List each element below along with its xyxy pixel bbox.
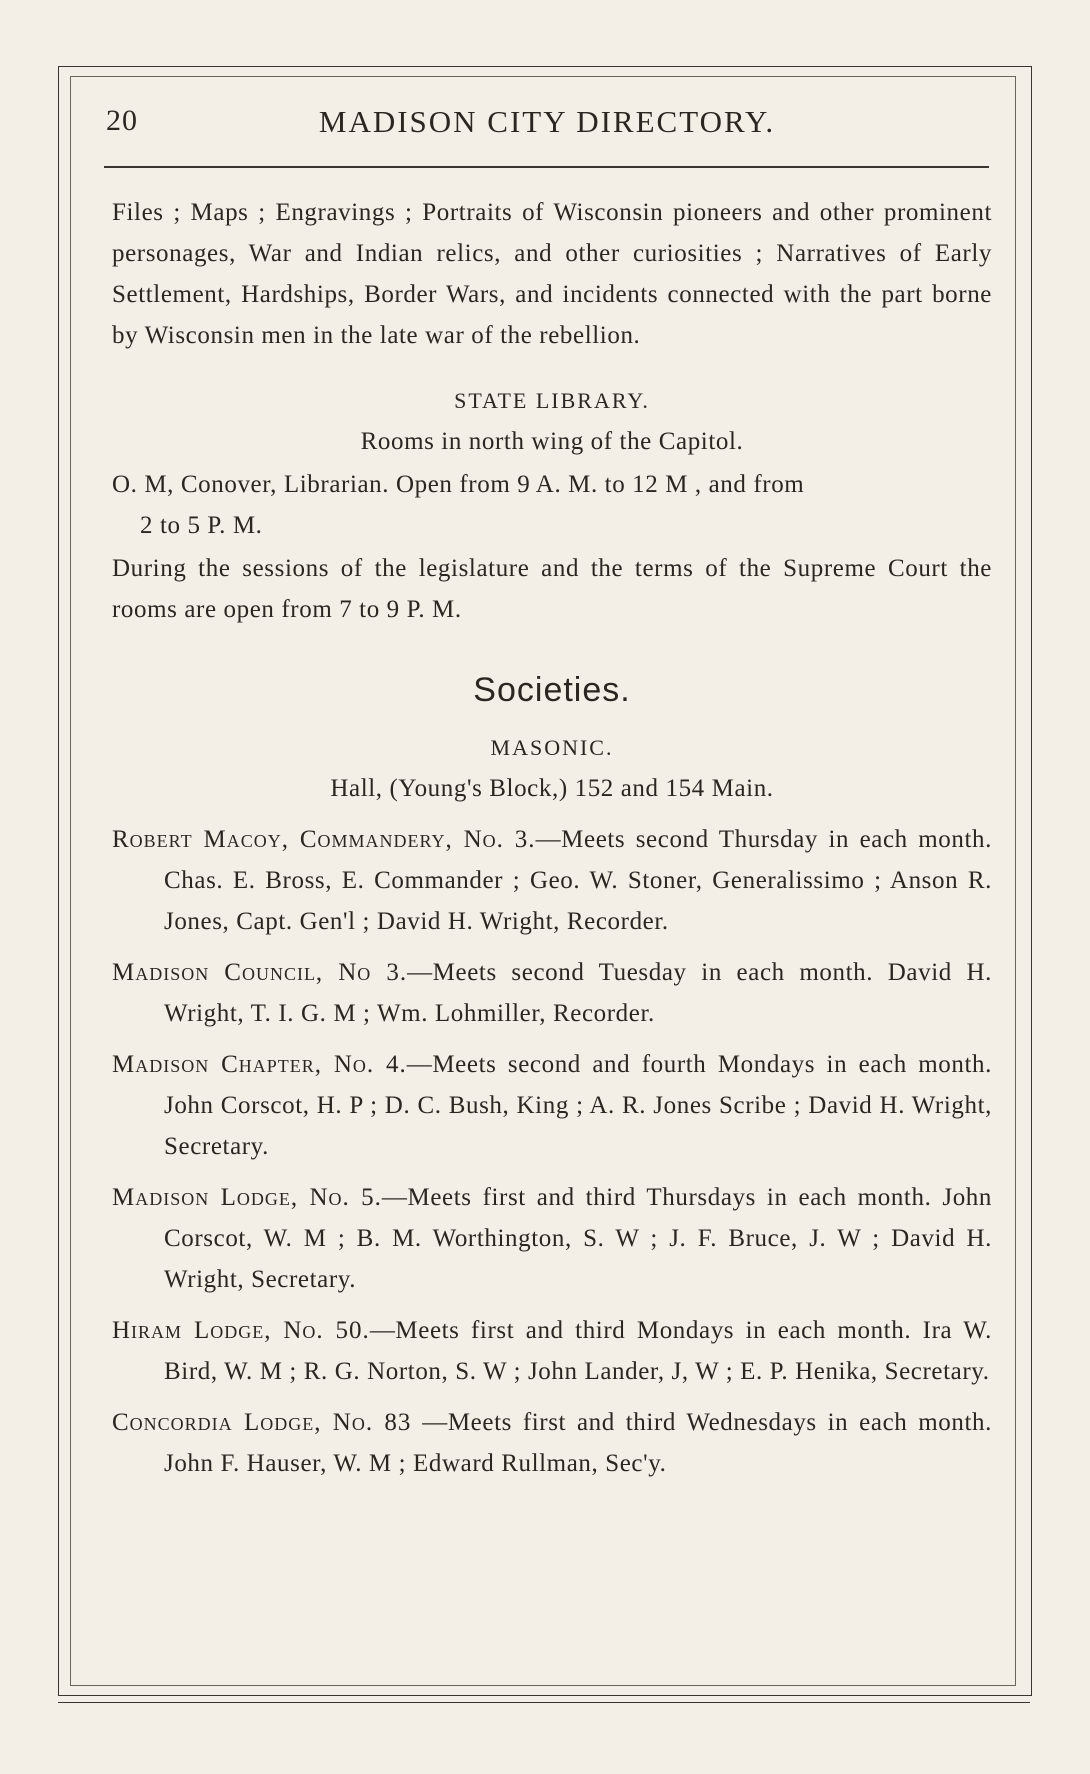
society-details: —Meets second and fourth Mondays in each month. John Corscot, H. P ; D. C. Bush, King ; A. R. Jones Scribe ; David H. Wright, Secretary. bbox=[164, 1051, 992, 1160]
society-name: Robert Macoy, Commandery, No. 3. bbox=[112, 826, 536, 853]
society-name: Madison Chapter, No. 4. bbox=[112, 1051, 407, 1078]
intro-paragraph: Files ; Maps ; Engravings ; Portraits of Wisconsin pioneers and other prominent personages, War and Indian relics, and other curiosities ; Narratives of Early Settlement, Hardships, Border Wars, and incidents connected with the part borne by Wisconsin men in the late war of the rebellion. bbox=[112, 199, 992, 349]
society-name: Hiram Lodge, No. 50. bbox=[112, 1317, 370, 1344]
society-details: —Meets first and third Mondays in each month. Ira W. Bird, W. M ; R. G. Norton, S. W ; John Lander, J, W ; E. P. Henika, Secretary. bbox=[164, 1317, 993, 1385]
society-details: —Meets second Tuesday in each month. David H. Wright, T. I. G. M ; Wm. Lohmiller, Recorder. bbox=[164, 959, 993, 1027]
librarian-line-2: 2 to 5 P. M. bbox=[140, 512, 263, 539]
society-entry bbox=[112, 1402, 992, 1484]
society-entry bbox=[112, 1310, 992, 1392]
page-content bbox=[112, 192, 992, 1484]
sessions-text: During the sessions of the legislature and the terms of the Supreme Court the rooms are open from 7 to 9 P. M. bbox=[112, 555, 992, 623]
page-number: 20 bbox=[106, 104, 138, 137]
masonic-hall: Hall, (Young's Block,) 152 and 154 Main. bbox=[330, 775, 774, 802]
state-library-location: Rooms in north wing of the Capitol. bbox=[360, 428, 744, 455]
librarian-line-1: O. M, Conover, Librarian. Open from 9 A. M. to 12 M , and from bbox=[112, 471, 805, 498]
state-library-heading: STATE LIBRARY. bbox=[454, 388, 650, 413]
society-name: Madison Lodge, No. 5. bbox=[112, 1184, 382, 1211]
society-details: —Meets second Thursday in each month. Chas. E. Bross, E. Commander ; Geo. W. Stoner, Generalissimo ; Anson R. Jones, Capt. Gen'l ; David H. Wright, Recorder. bbox=[164, 826, 992, 935]
society-entry bbox=[112, 1177, 992, 1300]
society-entry bbox=[112, 1044, 992, 1167]
state-library-librarian bbox=[112, 464, 992, 546]
society-entry bbox=[112, 952, 992, 1034]
society-details: —Meets first and third Thursdays in each month. John Corscot, W. M ; B. M. Worthington, S. W ; J. F. Bruce, J. W ; David H. Wright, Secretary. bbox=[164, 1184, 993, 1293]
running-title: MADISON CITY DIRECTORY. bbox=[318, 104, 776, 139]
society-name: Madison Council, No 3. bbox=[112, 959, 408, 986]
societies-heading: Societies. bbox=[473, 671, 631, 709]
society-entry bbox=[112, 819, 992, 942]
society-details: —Meets first and third Wednesdays in each month. John F. Hauser, W. M ; Edward Rullman, Sec'y. bbox=[164, 1409, 992, 1477]
society-name: Concordia Lodge, No. 83 bbox=[112, 1409, 412, 1436]
bottom-rule bbox=[58, 1702, 1030, 1703]
page-header bbox=[106, 104, 988, 144]
state-library-sessions bbox=[112, 548, 992, 630]
masonic-heading: MASONIC. bbox=[490, 735, 614, 760]
header-rule bbox=[104, 166, 989, 168]
